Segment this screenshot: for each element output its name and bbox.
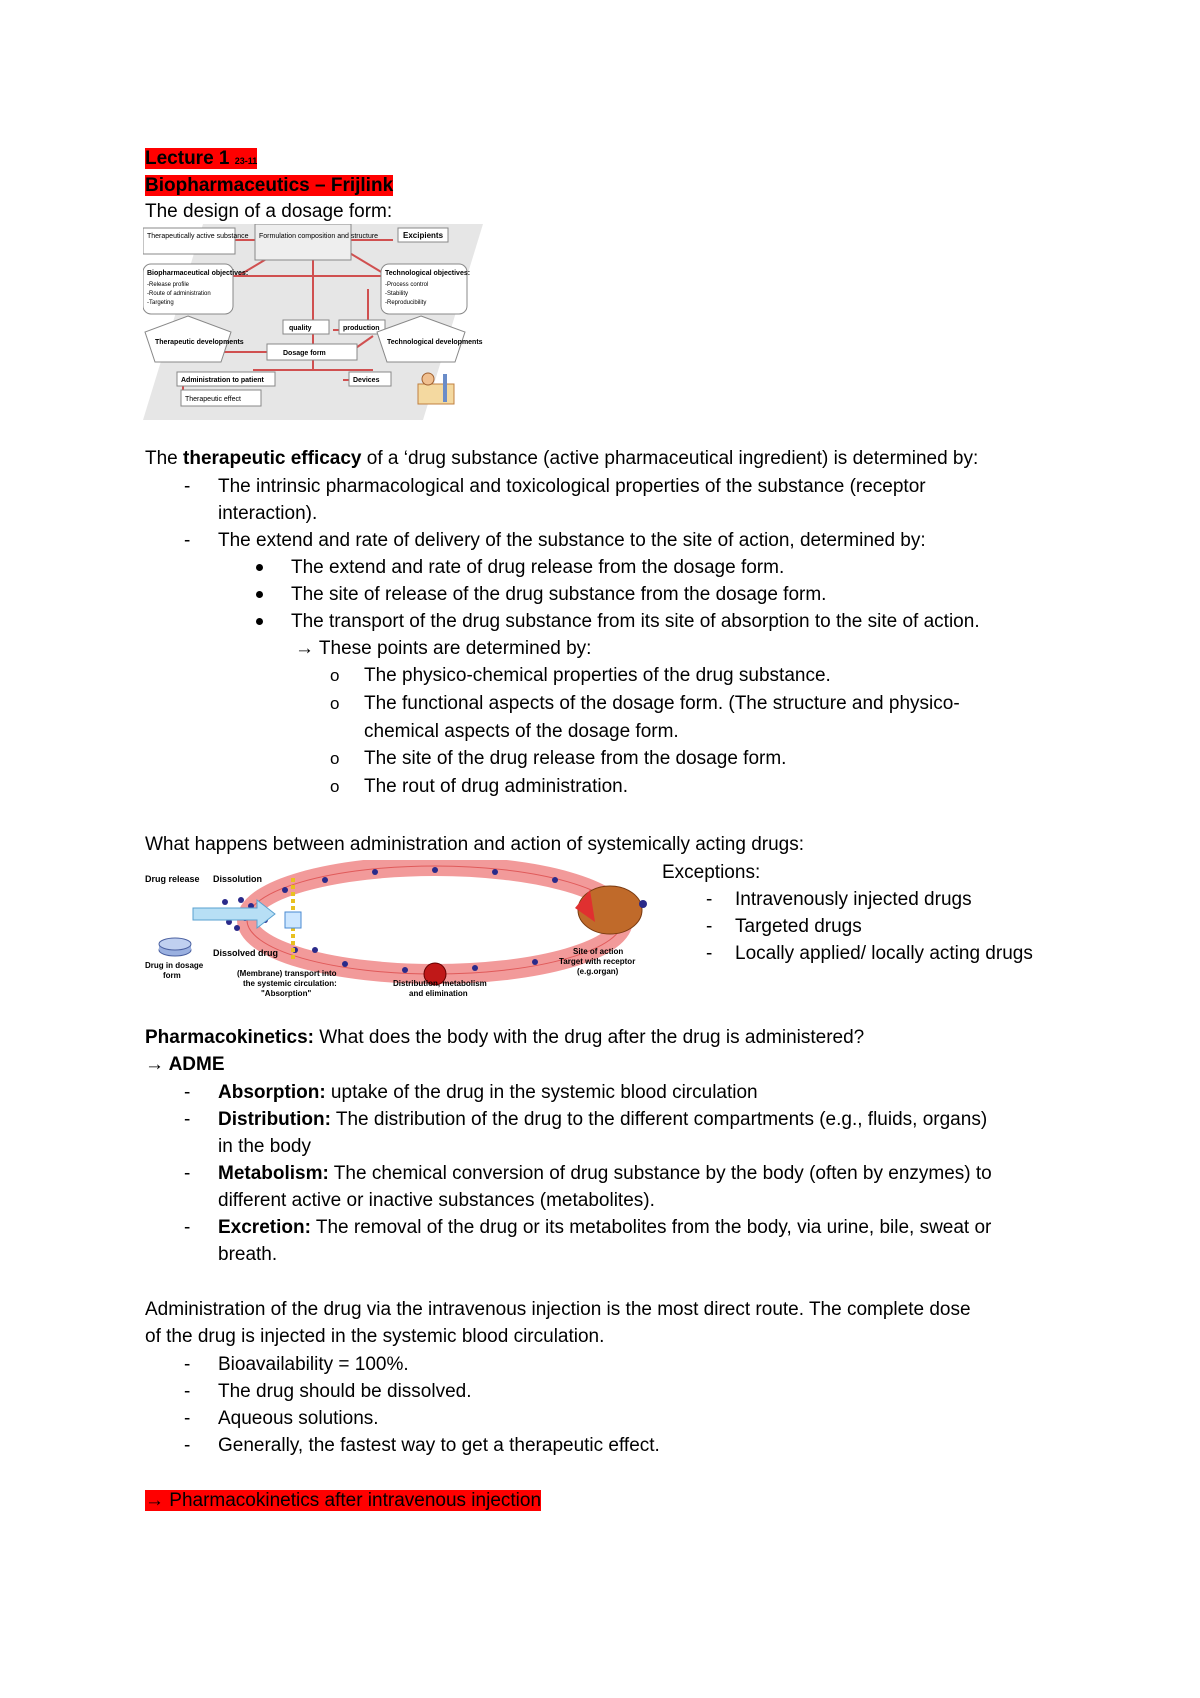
adme-absorption: Absorption: uptake of the drug in the systemic blood circulation (218, 1082, 758, 1103)
bio-objective-item: -Targeting (147, 300, 174, 306)
efficacy-bullet: The transport of the drug substance from its site of absorption to the site of action. (291, 611, 980, 632)
sub-bullet-marker: o (330, 749, 340, 768)
dash-marker: - (184, 1381, 191, 1402)
sub-item-cont: chemical aspects of the dosage form. (364, 721, 679, 742)
adme-metabolism-cont: different active or inactive substances (metabolites). (218, 1190, 655, 1211)
efficacy-item-1: The intrinsic pharmacological and toxicological properties of the substance (receptor (218, 476, 926, 497)
technological-developments-label: Technological developments (387, 339, 483, 346)
dash-marker: - (184, 1408, 191, 1429)
production-label: production (343, 325, 380, 332)
efficacy-intro: The therapeutic efficacy of a ‘drug substance (active pharmaceutical ingredient) is determined by: (145, 448, 979, 469)
exception-item: Intravenously injected drugs (735, 889, 972, 910)
exception-item: Targeted drugs (735, 916, 862, 937)
adme-metabolism: Metabolism: The chemical conversion of drug substance by the body (often by enzymes) to (218, 1163, 992, 1184)
bio-objective-item: -Route of administration (147, 291, 211, 297)
dosage-form-design-diagram (143, 224, 483, 420)
bio-objectives-title: Biopharmaceutical objectives: (147, 270, 249, 277)
adme-excretion: Excretion: The removal of the drug or its metabolites from the body, via urine, bile, sweat or (218, 1217, 992, 1238)
bullet-dot (256, 564, 263, 571)
sub-item: The physico-chemical properties of the drug substance. (364, 665, 831, 686)
course-title: Biopharmaceutics – Frijlink (145, 175, 394, 196)
drug-in-dosage-label-2: form (163, 971, 181, 980)
iv-item: Generally, the fastest way to get a therapeutic effect. (218, 1435, 660, 1456)
bullet-dot (256, 591, 263, 598)
dash-marker: - (184, 1109, 191, 1130)
sub-item: The rout of drug administration. (364, 776, 629, 797)
drug-release-label: Drug release (145, 874, 200, 884)
dash-marker: - (706, 943, 713, 964)
exceptions-title: Exceptions: (662, 862, 761, 883)
quality-label: quality (289, 325, 312, 332)
tech-objective-item: -Reproducibility (385, 300, 427, 306)
dash-marker: - (184, 476, 191, 497)
dash-marker: - (184, 1082, 191, 1103)
efficacy-item-1-cont: interaction). (218, 503, 318, 524)
systemic-title: What happens between administration and action of systemically acting drugs: (145, 834, 805, 855)
sub-item: The functional aspects of the dosage form. (The structure and physico- (364, 693, 960, 714)
pk-question: Pharmacokinetics: What does the body with the drug after the drug is administered? (145, 1027, 865, 1048)
sub-bullet-marker: o (330, 777, 340, 796)
systemic-drug-path-diagram (145, 860, 660, 1000)
iv-paragraph-line1: Administration of the drug via the intravenous injection is the most direct route. The complete dose (145, 1299, 971, 1320)
sub-item: The site of the drug release from the dosage form. (364, 748, 787, 769)
dissolved-drug-label: Dissolved drug (213, 948, 279, 958)
tech-objectives-title: Technological objectives: (385, 270, 471, 277)
dash-marker: - (706, 916, 713, 937)
sub-bullet-marker: o (330, 666, 340, 685)
efficacy-bullet: The extend and rate of drug release from the dosage form. (291, 557, 785, 578)
design-title: The design of a dosage form: (145, 201, 393, 222)
dash-marker: - (184, 1354, 191, 1375)
lecture-title: Lecture 1 23-11 (145, 148, 258, 169)
iv-item: Aqueous solutions. (218, 1408, 379, 1429)
points-determined-by: → These points are determined by: (295, 638, 592, 659)
site-of-action-label-3: (e.g.organ) (577, 967, 619, 976)
pk-iv-heading: → Pharmacokinetics after intravenous injection (145, 1490, 542, 1511)
bullet-dot (256, 618, 263, 625)
membrane-label: (Membrane) transport into (237, 969, 337, 978)
dosage-form-label: Dosage form (283, 350, 326, 357)
efficacy-item-2: The extend and rate of delivery of the substance to the site of action, determined by: (218, 530, 926, 551)
membrane-label-3: "Absorption" (261, 989, 312, 998)
dissolution-label: Dissolution (213, 874, 262, 884)
distribution-label-2: and elimination (409, 989, 468, 998)
bio-objective-item: -Release profile (147, 282, 190, 288)
patient-cartoon-icon (418, 373, 454, 404)
tech-objective-item: -Process control (385, 282, 429, 288)
distribution-label: Distribution, metabolism (393, 979, 487, 988)
drug-in-dosage-label: Drug in dosage (145, 961, 204, 970)
site-of-action-label-2: Target with receptor (559, 957, 636, 966)
exception-item: Locally applied/ locally acting drugs (735, 943, 1033, 964)
adme-heading: → ADME (145, 1054, 225, 1075)
dash-marker: - (184, 1163, 191, 1184)
therapeutic-effect-label: Therapeutic effect (185, 396, 241, 403)
tech-objective-item: -Stability (385, 291, 409, 297)
membrane-label-2: the systemic circulation: (243, 979, 337, 988)
adme-distribution: Distribution: The distribution of the drug to the different compartments (e.g., fluids, organs) (218, 1109, 988, 1130)
dash-marker: - (184, 530, 191, 551)
formulation-label: Formulation composition and structure (259, 233, 379, 240)
efficacy-bullet: The site of release of the drug substance from the dosage form. (291, 584, 827, 605)
adme-distribution-cont: in the body (218, 1136, 311, 1157)
sub-bullet-marker: o (330, 694, 340, 713)
therapeutic-developments-label: Therapeutic developments (155, 339, 244, 346)
iv-item: The drug should be dissolved. (218, 1381, 472, 1402)
adme-excretion-cont: breath. (218, 1244, 278, 1265)
site-of-action-label: Site of action (573, 947, 624, 956)
administration-label: Administration to patient (181, 377, 264, 384)
excipients-label: Excipients (403, 231, 444, 240)
dash-marker: - (184, 1435, 191, 1456)
iv-paragraph-line2: of the drug is injected in the systemic blood circulation. (145, 1326, 605, 1347)
dash-marker: - (184, 1217, 191, 1238)
devices-label: Devices (353, 377, 380, 384)
dash-marker: - (706, 889, 713, 910)
therapeutically-active-label: Therapeutically active substance (147, 233, 249, 240)
iv-item: Bioavailability = 100%. (218, 1354, 409, 1375)
